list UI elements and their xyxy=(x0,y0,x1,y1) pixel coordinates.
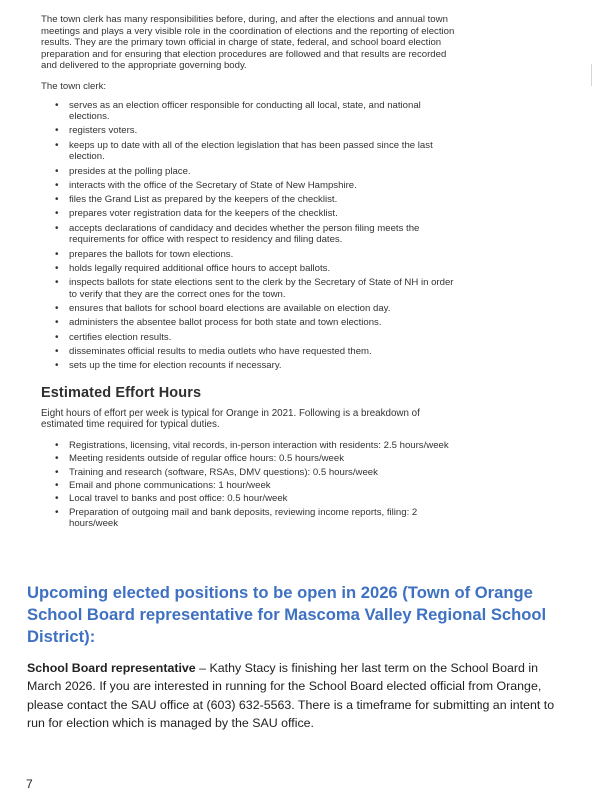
clerk-duty-item: • holds legally required additional office hours to accept ballots. xyxy=(69,263,461,275)
clerk-duty-item: • presides at the polling place. xyxy=(69,166,461,178)
clerk-duty-item: • disseminates official results to media outlets who have requested them. xyxy=(69,346,461,358)
effort-list xyxy=(41,440,461,530)
clerk-duty-item: • prepares voter registration data for the keepers of the checklist. xyxy=(69,208,461,220)
effort-item: • Meeting residents outside of regular office hours: 0.5 hours/week xyxy=(69,453,461,465)
clerk-intro: The town clerk has many responsibilities before, during, and after the elections and annual town meetings and plays a very visible role in the coordination of elections and the reporting of election results. They are the primary town official in charge of state, federal, and school board election preparation and for ensuring that election procedures are followed and that results are recorded and delivered to the appropriate governing body. xyxy=(41,14,455,72)
clerk-duty-item: • sets up the time for election recounts if necessary. xyxy=(69,360,461,372)
clerk-duty-item: • accepts declarations of candidacy and decides whether the person filing meets the requirements for office with respect to residency and filing dates. xyxy=(69,223,461,246)
clerk-duty-item: • serves as an election officer responsible for conducting all local, state, and national elections. xyxy=(69,100,461,123)
scanned-clerk-section xyxy=(41,14,461,532)
school-board-label: School Board representative xyxy=(27,661,196,675)
effort-item: • Training and research (software, RSAs, DMV questions): 0.5 hours/week xyxy=(69,467,461,479)
page-number: 7 xyxy=(26,777,33,791)
clerk-duty-item: • registers voters. xyxy=(69,125,461,137)
clerk-duty-item: • inspects ballots for state elections sent to the clerk by the Secretary of State of NH in order to verify that they are the correct ones for the town. xyxy=(69,277,461,300)
scan-edge-mark xyxy=(591,64,598,86)
clerk-lead: The town clerk: xyxy=(41,80,107,92)
clerk-duty-item: • prepares the ballots for town elections. xyxy=(69,249,461,261)
effort-heading: Estimated Effort Hours xyxy=(41,384,202,401)
effort-item: • Preparation of outgoing mail and bank deposits, reviewing income reports, filing: 2 hours/week xyxy=(69,507,461,530)
clerk-duty-item: • administers the absentee ballot process for both state and town elections. xyxy=(69,317,461,329)
clerk-duty-item: • files the Grand List as prepared by the keepers of the checklist. xyxy=(69,194,461,206)
clerk-duty-item: • keeps up to date with all of the election legislation that has been passed since the last election. xyxy=(69,140,461,163)
effort-item: • Email and phone communications: 1 hour/week xyxy=(69,480,461,492)
effort-item: • Registrations, licensing, vital records, in-person interaction with residents: 2.5 hours/week xyxy=(69,440,461,452)
effort-item: • Local travel to banks and post office: 0.5 hour/week xyxy=(69,493,461,505)
effort-intro: Eight hours of effort per week is typical for Orange in 2021. Following is a breakdown of estimated time required for typical duties. xyxy=(41,407,420,431)
clerk-duty-item: • certifies election results. xyxy=(69,332,461,344)
school-board-body: – Kathy Stacy is finishing her last term on the School Board in March 2026. If you are interested in running for the School Board elected official from Orange, please contact the SAU office at (603) 632-5563. There is a timeframe for submitting an intent to run for election which is managed by the SAU office. xyxy=(27,661,555,731)
school-board-paragraph xyxy=(27,659,572,733)
clerk-duty-item: • interacts with the office of the Secretary of State of New Hampshire. xyxy=(69,180,461,192)
clerk-duty-item: • ensures that ballots for school board elections are available on election day. xyxy=(69,303,461,315)
clerk-duties-list xyxy=(41,100,461,372)
upcoming-positions-heading: Upcoming elected positions to be open in 2026 (Town of Orange School Board representative for Mascoma Valley Regional School District): xyxy=(27,583,547,646)
